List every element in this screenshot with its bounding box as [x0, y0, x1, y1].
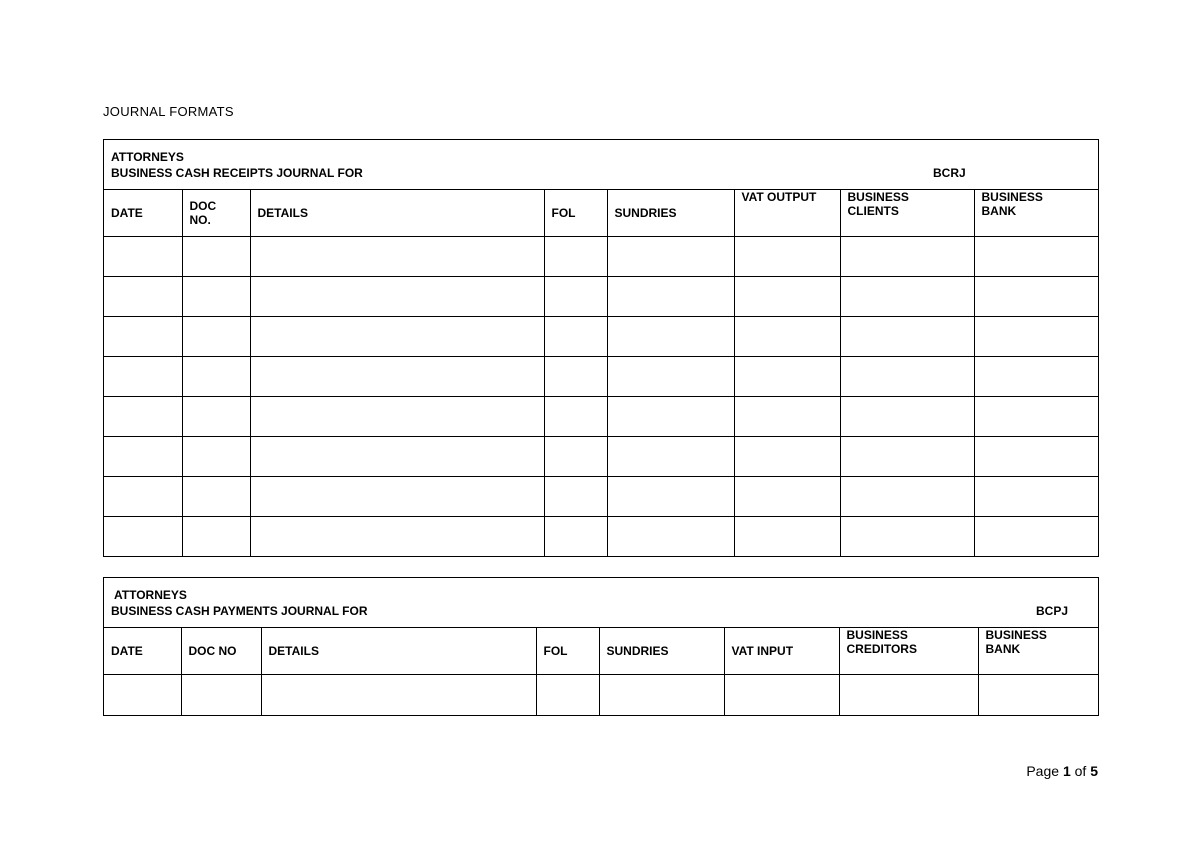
table-cell	[607, 516, 734, 556]
column-header-business-bank: BUSINESS BANK	[978, 628, 1098, 674]
page-prefix: Page	[1026, 763, 1060, 779]
table-cell	[104, 396, 182, 436]
table-cell	[104, 276, 182, 316]
table-cell	[104, 236, 182, 276]
table-row	[104, 356, 1098, 396]
header-row	[104, 628, 1098, 674]
table-cell	[724, 674, 839, 715]
table-cell	[607, 236, 734, 276]
table-cell	[734, 356, 840, 396]
table-cell	[544, 236, 607, 276]
table-row	[104, 476, 1098, 516]
document-title: JOURNAL FORMATS	[103, 104, 234, 119]
table-cell	[839, 674, 978, 715]
table-cell	[250, 316, 544, 356]
table-cell	[544, 476, 607, 516]
table-cell	[599, 674, 724, 715]
table-cell	[734, 276, 840, 316]
column-header-fol: FOL	[544, 190, 607, 236]
table-cell	[840, 236, 974, 276]
table-cell	[607, 396, 734, 436]
table-row	[104, 236, 1098, 276]
table-cell	[544, 276, 607, 316]
journal-body	[104, 674, 1098, 715]
column-header-doc-no: DOC NO	[181, 628, 261, 674]
table-cell	[250, 516, 544, 556]
table-cell	[104, 476, 182, 516]
table-cell	[974, 276, 1098, 316]
table-cell	[181, 674, 261, 715]
table-cell	[734, 476, 840, 516]
page-current: 1	[1062, 763, 1071, 779]
table-cell	[104, 674, 181, 715]
table-cell	[734, 396, 840, 436]
journal-body	[104, 236, 1098, 556]
table-cell	[544, 316, 607, 356]
page-of: of	[1074, 763, 1087, 779]
page-number	[1026, 763, 1098, 779]
page-total: 5	[1090, 763, 1098, 779]
table-cell	[544, 436, 607, 476]
table-cell	[978, 674, 1098, 715]
column-header-business-bank: BUSINESS BANK	[974, 190, 1098, 236]
column-header-sundries: SUNDRIES	[607, 190, 734, 236]
table-cell	[734, 516, 840, 556]
table-cell	[104, 316, 182, 356]
journal-header	[104, 140, 1098, 190]
table-cell	[182, 276, 250, 316]
table-cell	[607, 316, 734, 356]
table-cell	[974, 316, 1098, 356]
table-cell	[261, 674, 536, 715]
table-cell	[182, 436, 250, 476]
table-cell	[536, 674, 599, 715]
table-row	[104, 276, 1098, 316]
table-cell	[607, 436, 734, 476]
table-cell	[250, 356, 544, 396]
journal-table	[104, 628, 1098, 715]
journal-code: BCRJ	[933, 166, 966, 180]
column-header-details: DETAILS	[261, 628, 536, 674]
table-cell	[840, 396, 974, 436]
journal-code: BCPJ	[1036, 604, 1069, 618]
column-header-sundries: SUNDRIES	[599, 628, 724, 674]
cash-receipts-journal	[103, 139, 1099, 557]
table-cell	[250, 276, 544, 316]
journal-firm: ATTORNEYS	[111, 150, 184, 164]
journal-firm: ATTORNEYS	[114, 588, 187, 602]
table-cell	[182, 476, 250, 516]
table-cell	[840, 436, 974, 476]
table-cell	[182, 356, 250, 396]
table-cell	[250, 436, 544, 476]
table-cell	[104, 436, 182, 476]
table-cell	[840, 356, 974, 396]
column-header-fol: FOL	[536, 628, 599, 674]
table-cell	[544, 396, 607, 436]
table-cell	[182, 516, 250, 556]
table-cell	[734, 316, 840, 356]
table-cell	[544, 356, 607, 396]
cash-payments-journal	[103, 577, 1099, 716]
journal-name: BUSINESS CASH RECEIPTS JOURNAL FOR	[111, 166, 363, 180]
journal-table	[104, 190, 1098, 556]
table-row	[104, 674, 1098, 715]
table-cell	[104, 516, 182, 556]
table-cell	[974, 236, 1098, 276]
table-cell	[182, 396, 250, 436]
table-row	[104, 436, 1098, 476]
table-cell	[974, 356, 1098, 396]
table-cell	[734, 236, 840, 276]
table-row	[104, 516, 1098, 556]
table-cell	[974, 476, 1098, 516]
table-cell	[974, 436, 1098, 476]
table-cell	[250, 236, 544, 276]
journal-header	[104, 578, 1098, 628]
table-cell	[182, 316, 250, 356]
table-row	[104, 396, 1098, 436]
column-header-business-clients: BUSINESS CLIENTS	[840, 190, 974, 236]
column-header-doc-no: DOC NO.	[182, 190, 250, 236]
column-header-details: DETAILS	[250, 190, 544, 236]
table-cell	[250, 396, 544, 436]
table-cell	[840, 316, 974, 356]
table-cell	[607, 356, 734, 396]
table-cell	[840, 516, 974, 556]
column-header-business-creditors: BUSINESS CREDITORS	[839, 628, 978, 674]
table-cell	[840, 476, 974, 516]
table-cell	[182, 236, 250, 276]
column-header-date: DATE	[104, 628, 181, 674]
table-cell	[250, 476, 544, 516]
table-cell	[734, 436, 840, 476]
table-cell	[607, 276, 734, 316]
header-row	[104, 190, 1098, 236]
journal-name: BUSINESS CASH PAYMENTS JOURNAL FOR	[111, 604, 368, 618]
table-cell	[974, 516, 1098, 556]
table-cell	[974, 396, 1098, 436]
column-header-vat-input: VAT INPUT	[724, 628, 839, 674]
table-row	[104, 316, 1098, 356]
column-header-vat-output: VAT OUTPUT	[734, 190, 840, 236]
column-header-date: DATE	[104, 190, 182, 236]
table-cell	[607, 476, 734, 516]
table-cell	[104, 356, 182, 396]
table-cell	[544, 516, 607, 556]
table-cell	[840, 276, 974, 316]
